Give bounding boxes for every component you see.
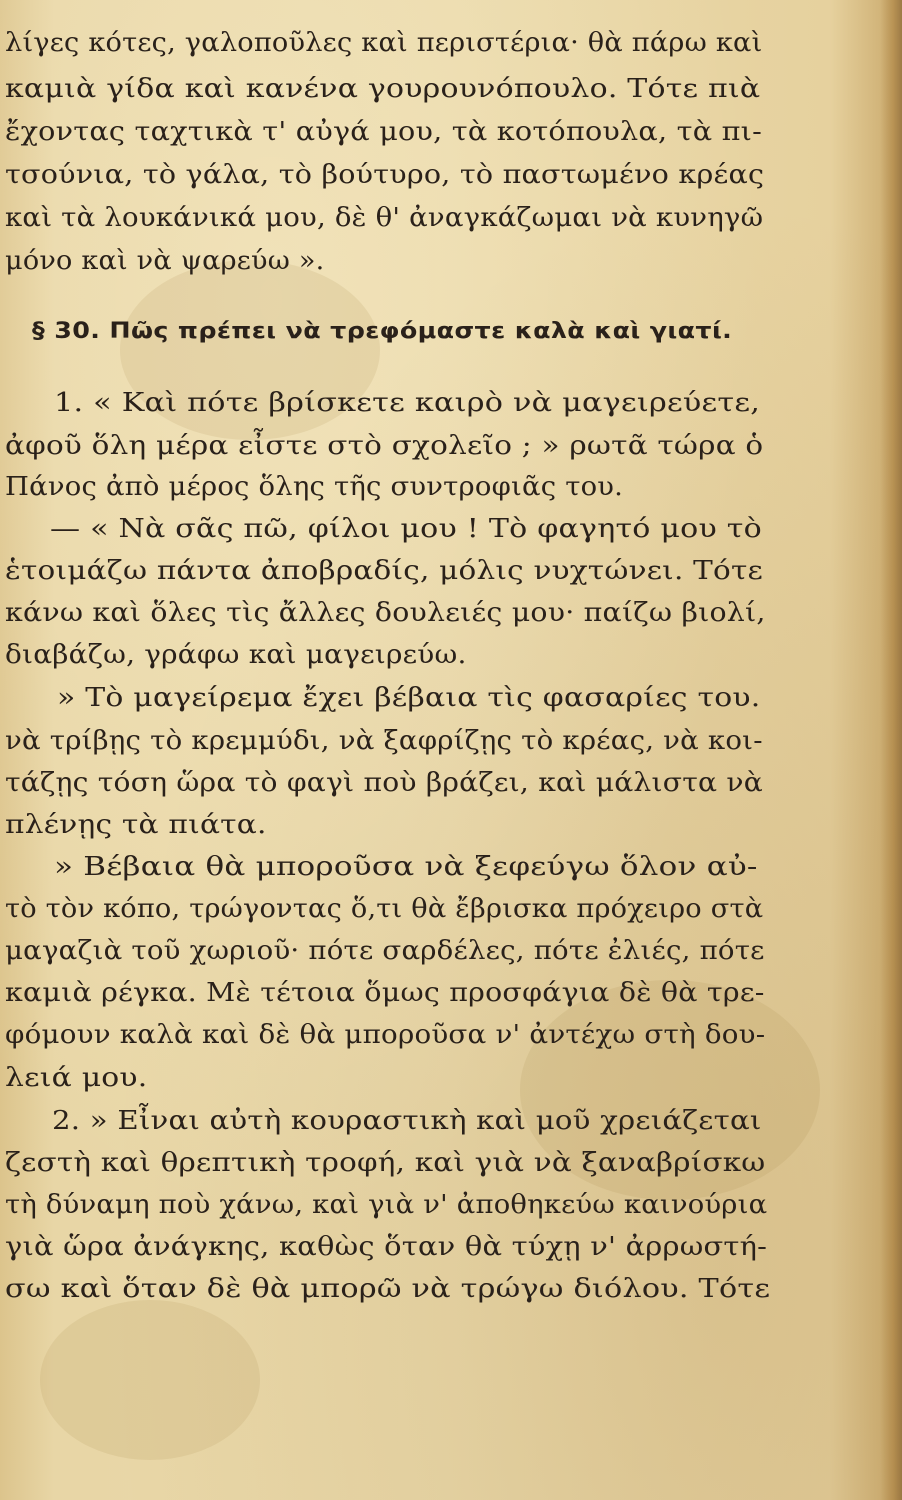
text-line: — « Νὰ σᾶς πῶ, φίλοι μου ! Τὸ φαγητό μου τὸ xyxy=(50,514,762,544)
text-line: γιὰ ὥρα ἀνάγκης, καθὼς ὅταν θὰ τύχῃ ν' ἀρρωστή- xyxy=(5,1232,768,1262)
text-line: νὰ τρίβῃς τὸ κρεμμύδι, νὰ ξαφρίζῃς τὸ κρέας, νὰ κοι- xyxy=(5,726,763,756)
text-line: διαβάζω, γράφω καὶ μαγειρεύω. xyxy=(5,640,467,670)
text-line: λίγες κότες, γαλοποῦλες καὶ περιστέρια· θὰ πάρω καὶ xyxy=(5,28,763,58)
text-line: φόμουν καλὰ καὶ δὲ θὰ μποροῦσα ν' ἀντέχω στὴ δου- xyxy=(5,1020,766,1050)
text-line: 2. » Εἶναι αὐτὴ κουραστικὴ καὶ μοῦ χρειάζεται xyxy=(52,1106,762,1136)
text-line: τὸ τὸν κόπο, τρώγοντας ὅ,τι θὰ ἔβρισκα πρόχειρο στὰ xyxy=(5,894,764,924)
text-line: τάζῃς τόση ὥρα τὸ φαγὶ ποὺ βράζει, καὶ μάλιστα νὰ xyxy=(5,768,763,798)
text-line: » Τὸ μαγείρεμα ἔχει βέβαια τὶς φασαρίες του. xyxy=(57,683,761,713)
text-line: μόνο καὶ νὰ ψαρεύω ». xyxy=(5,246,325,276)
text-line: πλένῃς τὰ πιάτα. xyxy=(5,810,267,840)
text-line: 1. « Καὶ πότε βρίσκετε καιρὸ νὰ μαγειρεύετε, xyxy=(54,388,761,418)
text-line: μαγαζιὰ τοῦ χωριοῦ· πότε σαρδέλες, πότε ἐλιές, πότε xyxy=(5,936,765,966)
text-line: ἑτοιμάζω πάντα ἀποβραδίς, μόλις νυχτώνει. Τότε xyxy=(5,556,763,586)
text-line: τὴ δύναμη ποὺ χάνω, καὶ γιὰ ν' ἀποθηκεύω καινούρια xyxy=(5,1190,768,1220)
text-line: Πάνος ἀπὸ μέρος ὅλης τῆς συντροφιᾶς του. xyxy=(5,472,624,502)
text-line: καμιὰ ρέγκα. Μὲ τέτοια ὅμως προσφάγια δὲ θὰ τρε- xyxy=(5,978,765,1008)
text-line: τσούνια, τὸ γάλα, τὸ βούτυρο, τὸ παστωμένο κρέας xyxy=(5,160,765,190)
text-line: ἀφοῦ ὅλη μέρα εἶστε στὸ σχολεῖο ; » ρωτᾶ τώρα ὁ xyxy=(5,431,764,461)
text-line: ζεστὴ καὶ θρεπτικὴ τροφή, καὶ γιὰ νὰ ξαναβρίσκω xyxy=(5,1148,766,1178)
text-line: λειά μου. xyxy=(5,1063,148,1093)
section-heading: § 30. Πῶς πρέπει νὰ τρεφόμαστε καλὰ καὶ γιατί. xyxy=(32,319,733,344)
text-line: » Βέβαια θὰ μποροῦσα νὰ ξεφεύγω ὅλον αὐ- xyxy=(54,852,758,882)
text-line: σω καὶ ὅταν δὲ θὰ μπορῶ νὰ τρώγω διόλου. Τότε xyxy=(5,1274,771,1304)
text-line: καμιὰ γίδα καὶ κανένα γουρουνόπουλο. Τότε πιὰ xyxy=(5,74,761,104)
text-line: καὶ τὰ λουκάνικά μου, δὲ θ' ἀναγκάζωμαι νὰ κυνηγῶ xyxy=(5,203,764,233)
text-line: ἔχοντας ταχτικὰ τ' αὐγά μου, τὰ κοτόπουλα, τὰ πι- xyxy=(5,117,763,147)
text-line: κάνω καὶ ὅλες τὶς ἄλλες δουλειές μου· παίζω βιολί, xyxy=(5,598,766,628)
